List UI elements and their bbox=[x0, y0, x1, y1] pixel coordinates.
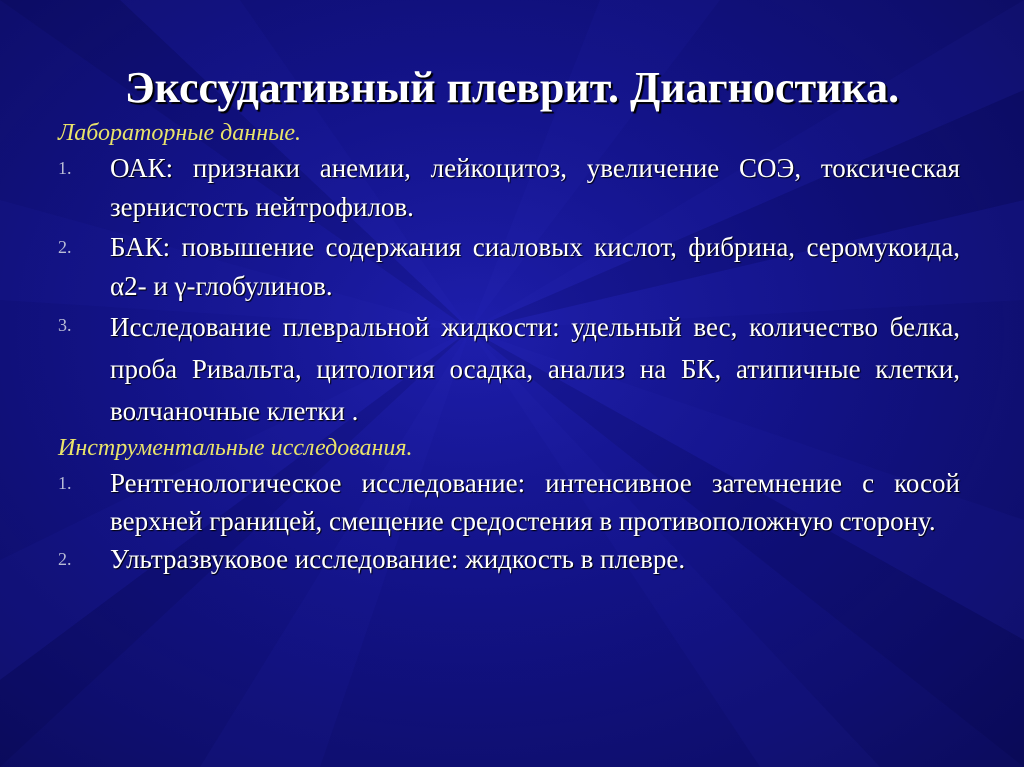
list-item-text: ОАК: признаки анемии, лейкоцитоз, увеличение СОЭ, токсическая зернистость нейтрофилов. bbox=[110, 153, 960, 222]
list-number: 2. bbox=[58, 549, 72, 569]
list-number: 1. bbox=[58, 473, 72, 493]
laboratory-list bbox=[58, 149, 960, 432]
list-number: 2. bbox=[58, 237, 72, 257]
list-item bbox=[58, 464, 960, 540]
list-item-text: Ультразвуковое исследование: жидкость в плевре. bbox=[110, 544, 686, 574]
list-item bbox=[58, 228, 960, 306]
list-item-text: Исследование плевральной жидкости: удельный вес, количество белка, проба Ривальта, цитология осадка, анализ на БК, атипичные клетки, волчаночные клетки . bbox=[110, 312, 960, 426]
instrumental-list bbox=[58, 464, 960, 578]
list-item bbox=[58, 306, 960, 432]
section-label-laboratory: Лабораторные данные. bbox=[58, 120, 302, 146]
list-item-text: Рентгенологическое исследование: интенсивное затемнение с косой верхней границей, смещение средостения в противоположную сторону. bbox=[110, 468, 960, 536]
slide-content bbox=[58, 117, 960, 578]
list-item bbox=[58, 149, 960, 227]
list-item bbox=[58, 540, 960, 578]
list-number: 1. bbox=[58, 158, 72, 178]
list-number: 3. bbox=[58, 315, 72, 335]
slide-title: Экссудативный плеврит. Диагностика. bbox=[124, 63, 900, 112]
section-label-instrumental: Инструментальные исследования. bbox=[58, 435, 413, 461]
list-item-text: БАК: повышение содержания сиаловых кислот, фибрина, серомукоида, α2- и γ-глобулинов. bbox=[110, 232, 960, 301]
